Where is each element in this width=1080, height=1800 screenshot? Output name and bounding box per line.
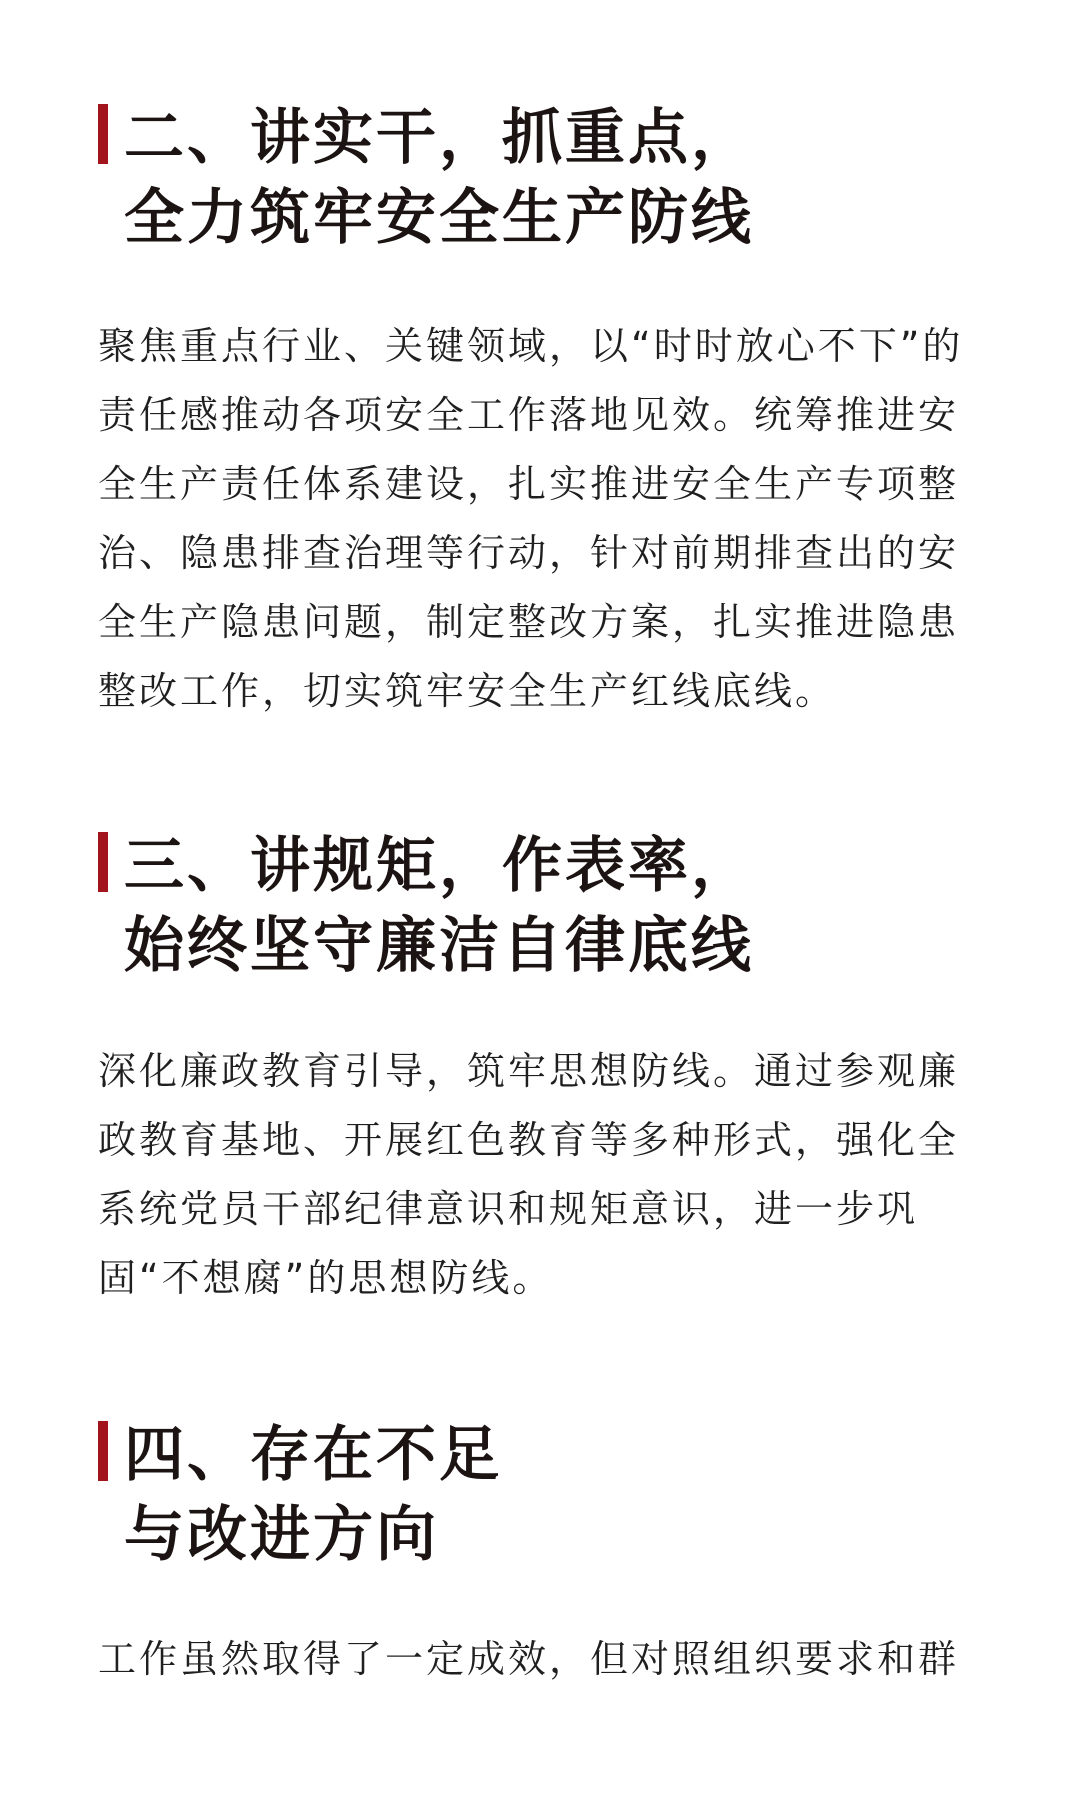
- section-three: [0, 826, 1080, 986]
- heading-line-2: 始终坚守廉洁自律底线: [124, 911, 754, 981]
- body-line: 深化廉政教育引导，筑牢思想防线。通过参观廉: [98, 1049, 960, 1093]
- heading-line-2: 与改进方向: [124, 1500, 439, 1570]
- section-four-body: [98, 1625, 998, 1694]
- heading-accent-bar: [98, 1421, 108, 1481]
- body-line: 责任感推动各项安全工作落地见效。统筹推进安: [98, 393, 960, 437]
- section-three-heading: [98, 826, 1080, 986]
- body-line: 整改工作，切实筑牢安全生产红线底线。: [98, 669, 837, 713]
- section-four: [0, 1415, 1080, 1575]
- section-two: [0, 98, 1080, 258]
- heading-accent-bar: [98, 104, 108, 164]
- heading-line-1: 四、存在不足: [124, 1420, 502, 1490]
- section-two-heading: [98, 98, 1080, 258]
- body-line: 全生产责任体系建设，扎实推进安全生产专项整: [98, 462, 960, 506]
- section-two-body: [98, 312, 998, 726]
- section-four-heading: [98, 1415, 1080, 1575]
- body-line: 全生产隐患问题，制定整改方案，扎实推进隐患: [98, 600, 960, 644]
- body-line: 固“不想腐”的思想防线。: [98, 1256, 554, 1300]
- heading-accent-bar: [98, 832, 108, 892]
- section-three-body: [98, 1037, 998, 1313]
- heading-line-2: 全力筑牢安全生产防线: [124, 183, 754, 253]
- heading-line-1: 三、讲规矩，作表率，: [124, 831, 754, 901]
- body-line: 系统党员干部纪律意识和规矩意识，进一步巩: [98, 1187, 919, 1231]
- body-line: 聚焦重点行业、关键领域，以“时时放心不下”的: [98, 324, 964, 368]
- body-line: 政教育基地、开展红色教育等多种形式，强化全: [98, 1118, 960, 1162]
- body-line: 治、隐患排查治理等行动，针对前期排查出的安: [98, 531, 960, 575]
- body-line: 工作虽然取得了一定成效，但对照组织要求和群: [98, 1637, 960, 1681]
- heading-line-1: 二、讲实干，抓重点，: [124, 103, 754, 173]
